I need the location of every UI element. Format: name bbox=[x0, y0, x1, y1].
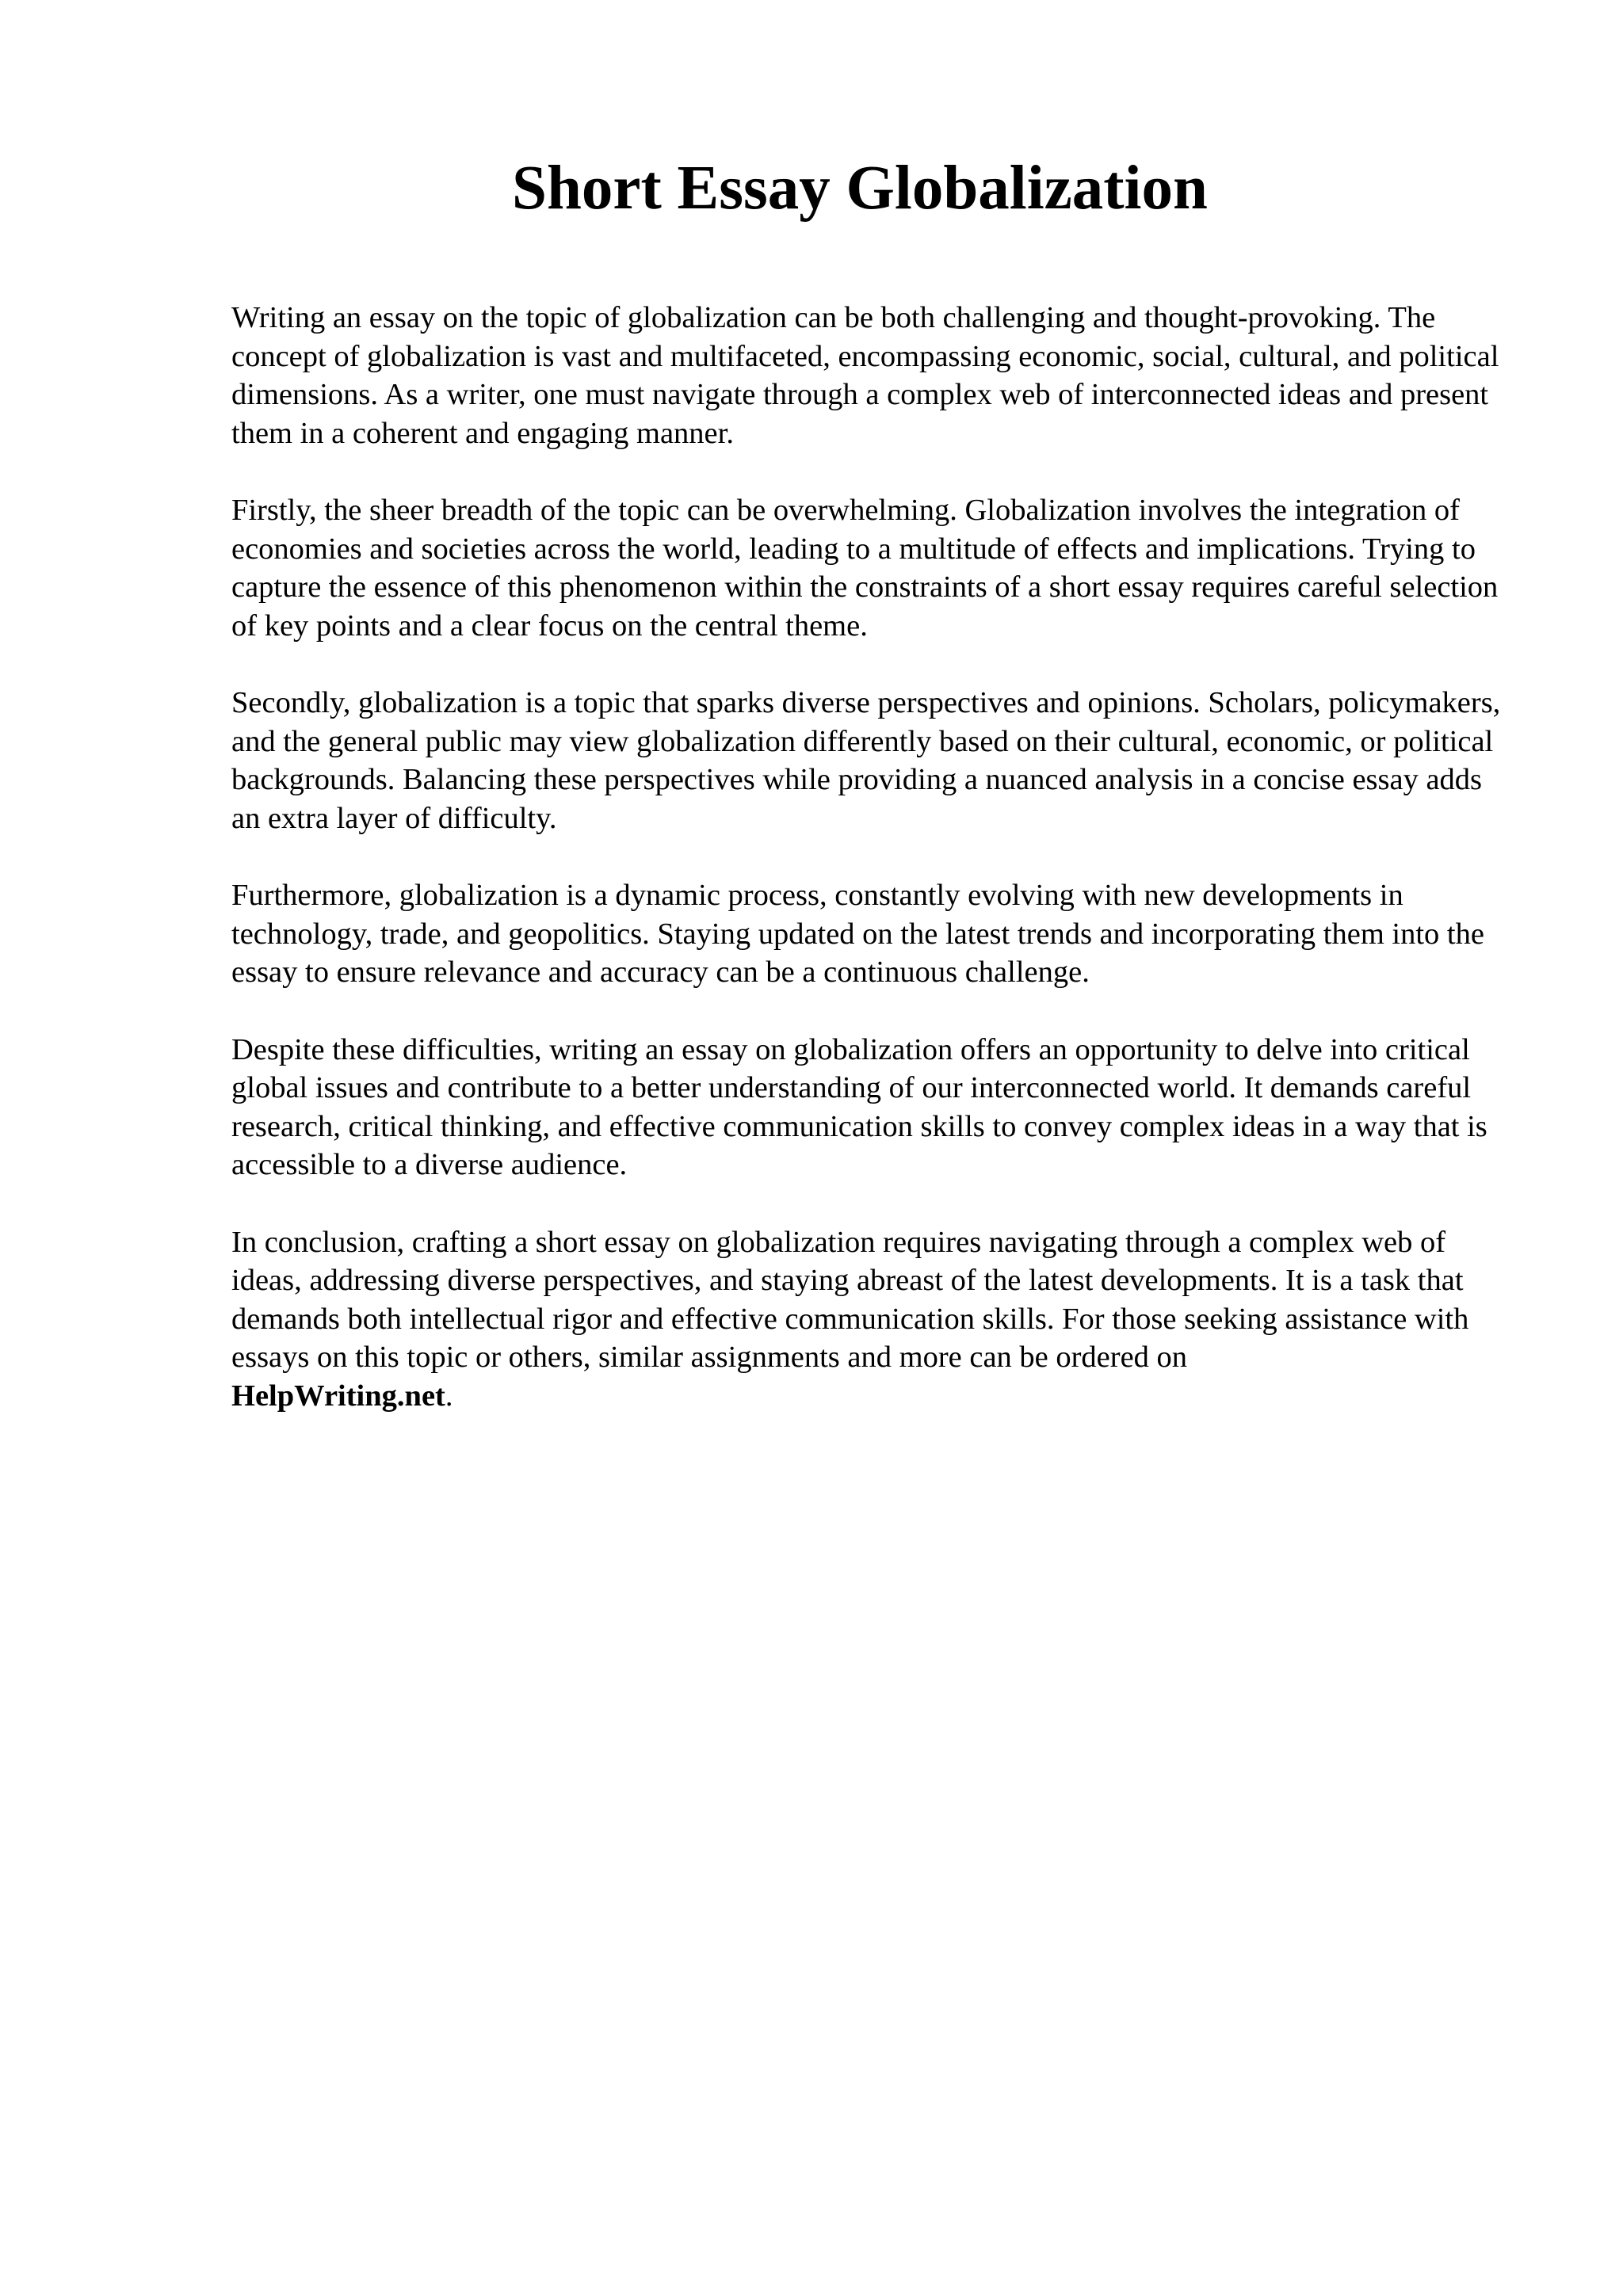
paragraph-intro: Writing an essay on the topic of globalization can be both challenging and thought-provoking. The concept of globalization is vast and multifaceted, encompassing economic, social, cultural, and political dimensions. As a writer, one must navigate through a complex web of interconnected ideas and present them in a coherent and engaging manner. bbox=[231, 301, 1499, 450]
essay-body bbox=[231, 299, 1515, 1454]
helpwriting-link[interactable]: HelpWriting.net bbox=[231, 1379, 445, 1413]
conclusion-text: In conclusion, crafting a short essay on globalization requires navigating through a complex web of ideas, addressing diverse perspectives, and staying abreast of the latest developments. It is a task that demands both intellectual rigor and effective communication skills. For those seeking assistance with essays on this topic or others, similar assignments and more can be ordered on bbox=[231, 1225, 1469, 1374]
conclusion-period: . bbox=[445, 1379, 453, 1413]
paragraph-breadth: Firstly, the sheer breadth of the topic can be overwhelming. Globalization involves the integration of economies and societies across the world, leading to a multitude of effects and implications. Trying to capture the essence of this phenomenon within the constraints of a short essay requires careful selection of key points and a clear focus on the central theme. bbox=[231, 494, 1499, 643]
paragraph-dynamic-process: Furthermore, globalization is a dynamic process, constantly evolving with new developments in technology, trade, and geopolitics. Staying updated on the latest trends and incorporating them into the essay to ensure relevance and accuracy can be a continuous challenge. bbox=[231, 879, 1484, 989]
paragraph-conclusion bbox=[231, 1223, 1515, 1416]
paragraph-perspectives: Secondly, globalization is a topic that sparks diverse perspectives and opinions. Scholars, policymakers, and the general public may view globalization differently based on their cultural, economic, or political backgrounds. Balancing these perspectives while providing a nuanced analysis in a concise essay adds an extra layer of difficulty. bbox=[231, 686, 1501, 835]
paragraph-opportunity: Despite these difficulties, writing an essay on globalization offers an opportunity to delve into critical global issues and contribute to a better understanding of our interconnected world. It demands careful research, critical thinking, and effective communication skills to convey complex ideas in a way that is accessible to a diverse audience. bbox=[231, 1032, 1487, 1181]
document-title: Short Essay Globalization bbox=[512, 154, 1208, 223]
